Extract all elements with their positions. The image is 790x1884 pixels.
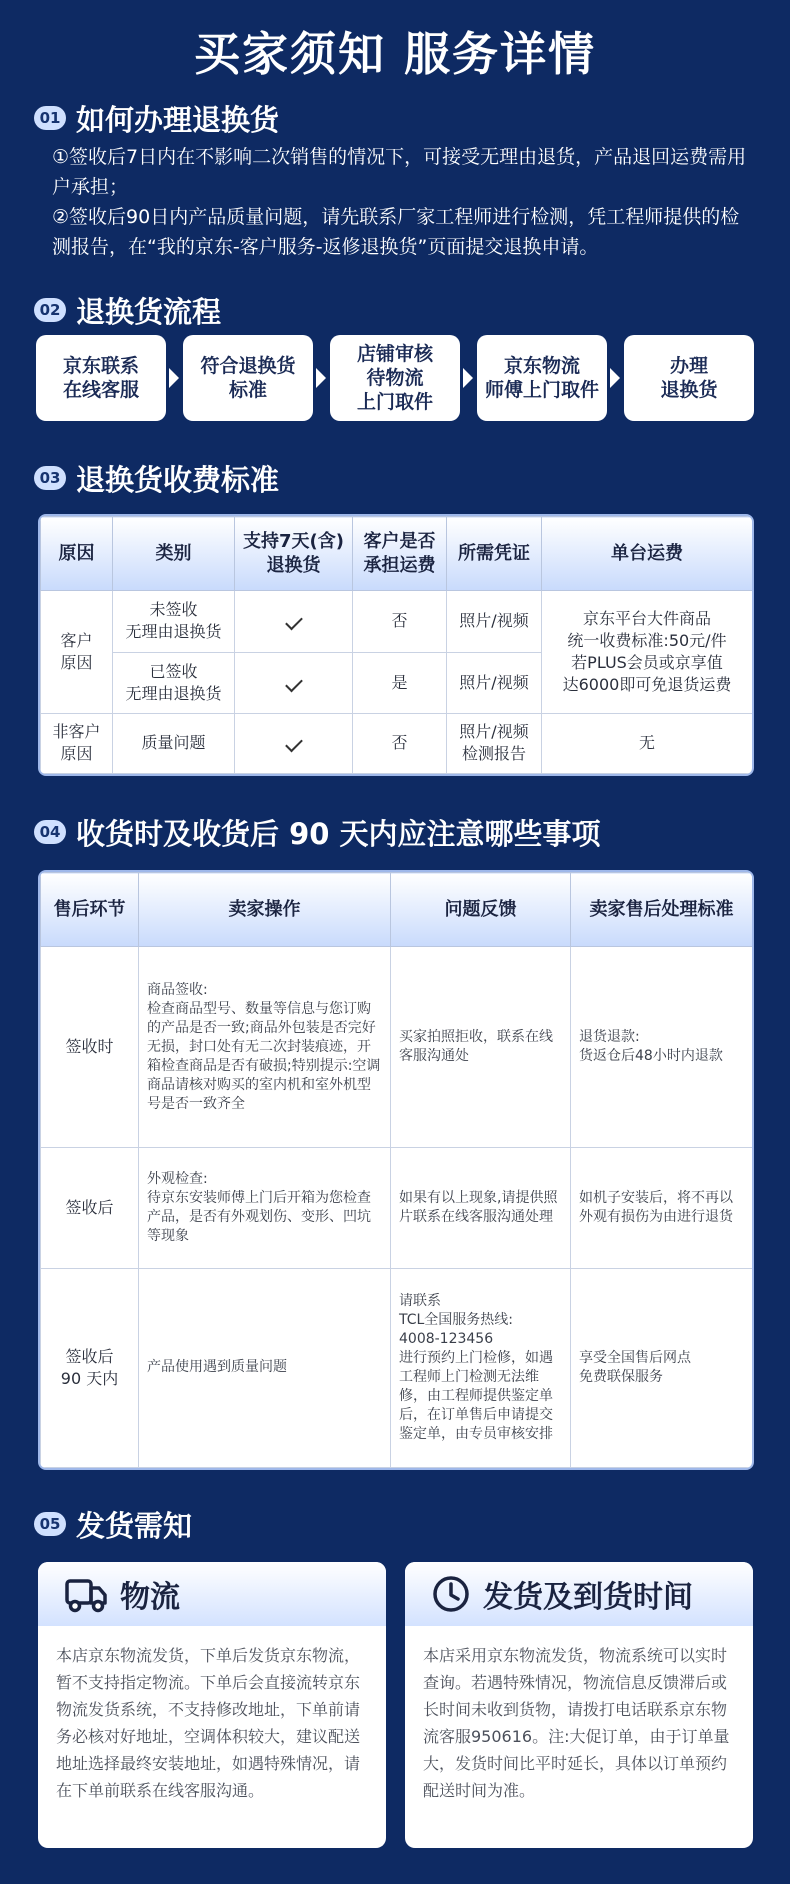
- fee-cell: 京东平台大件商品 统一收费标准:50元/件 若PLUS会员或京享值 达6000即可免退货运费: [542, 591, 753, 713]
- col-header-seller-action: 卖家操作: [139, 873, 391, 947]
- proof-cell: 照片/视频 检测报告: [447, 713, 542, 773]
- flow-arrow-icon: [316, 368, 326, 388]
- fee-table-header: [41, 517, 753, 591]
- flow-step-4: 京东物流 师傅上门取件: [477, 335, 607, 421]
- logistics-card-text: 本店京东物流发货，下单后发货京东物流，暂不支持指定物流。下单后会直接流转京东物流发货系统，不支持修改地址，下单前请务必核对好地址，空调体积较大，建议配送地址选择最终安装地址，如遇特殊情况，请在下单前联系在线客服沟通。: [56, 1646, 361, 1800]
- flow-step-1: 京东联系 在线客服: [36, 335, 166, 421]
- section-2-header: [34, 290, 221, 330]
- table-row: [41, 591, 753, 652]
- section-3-number: 03: [34, 466, 66, 490]
- category-cell: 未签收 无理由退换货: [113, 591, 235, 652]
- section-4-title: 收货时及收货后 90 天内应注意哪些事项: [76, 816, 601, 851]
- standard-cell: 享受全国售后网点 免费联保服务: [571, 1268, 753, 1467]
- return-rule-1: ①签收后7日内在不影响二次销售的情况下，可接受无理由退货，产品退回运费需用户承担；: [52, 146, 747, 198]
- col-header-standard: 卖家售后处理标准: [571, 873, 753, 947]
- reason-cell: 非客户 原因: [41, 713, 113, 773]
- flow-arrow-icon: [169, 368, 179, 388]
- flow-step-5: 办理 退换货: [624, 335, 754, 421]
- table-row: [41, 713, 753, 773]
- page-title: 买家须知 服务详情: [193, 27, 596, 81]
- table-row: [41, 947, 753, 1148]
- col-header-stage: 售后环节: [41, 873, 139, 947]
- clock-icon: [431, 1574, 471, 1614]
- truck-icon: [64, 1574, 108, 1614]
- delivery-time-card: [405, 1562, 753, 1848]
- section-2-number: 02: [34, 298, 66, 322]
- flow-step-3: 店铺审核 待物流 上门取件: [330, 335, 460, 421]
- flow-step-2: 符合退换货 标准: [183, 335, 313, 421]
- section-5-title: 发货需知: [76, 1508, 193, 1543]
- flow-arrow-icon: [463, 368, 473, 388]
- section-3-header: [34, 458, 279, 498]
- shipping-payer-cell: 否: [353, 591, 447, 652]
- stage-cell: 签收时: [41, 947, 139, 1148]
- stage-cell: 签收后: [41, 1148, 139, 1269]
- col-header-7day: 支持7天(含) 退换货: [235, 517, 353, 591]
- proof-cell: 照片/视频: [447, 591, 542, 652]
- col-header-category: 类别: [113, 517, 235, 591]
- section-1-title: 如何办理退换货: [76, 102, 280, 137]
- check-icon: [235, 652, 353, 713]
- action-cell: 产品使用遇到质量问题: [139, 1268, 391, 1467]
- category-cell: 已签收 无理由退换货: [113, 652, 235, 713]
- delivery-time-card-title: 发货及到货时间: [483, 1580, 693, 1615]
- proof-cell: 照片/视频: [447, 652, 542, 713]
- section-5-number: 05: [34, 1512, 66, 1536]
- shipping-payer-cell: 否: [353, 713, 447, 773]
- feedback-cell: 请联系 TCL全国服务热线: 4008-123456 进行预约上门检修，如遇工程师上门检测无法维修，由工程师提供鉴定单后，在订单售后申请提交鉴定单，由专员审核安排: [391, 1268, 571, 1467]
- stage-cell: 签收后 90 天内: [41, 1268, 139, 1467]
- feedback-cell: 买家拍照拒收，联系在线客服沟通处: [391, 947, 571, 1148]
- action-cell: 商品签收: 检查商品型号、数量等信息与您订购的产品是否一致;商品外包装是否完好无损，封口处有无二次封装痕迹，开箱检查商品是否有破损;特别提示:空调商品请核对购买的室内机和室外机型号是否一致齐全: [139, 947, 391, 1148]
- check-icon: [235, 591, 353, 652]
- reason-cell: 客户 原因: [41, 591, 113, 713]
- logistics-card-title: 物流: [120, 1580, 180, 1615]
- section-3-title: 退换货收费标准: [76, 462, 280, 497]
- logistics-card: [38, 1562, 386, 1848]
- category-cell: 质量问题: [113, 713, 235, 773]
- aftersale-table: [38, 870, 754, 1470]
- section-1-header: [34, 98, 279, 138]
- return-instructions: [52, 142, 752, 262]
- section-5-header: [34, 1504, 192, 1544]
- fee-cell: 无: [542, 713, 753, 773]
- aftersale-table-header: [41, 873, 753, 947]
- section-2-title: 退换货流程: [76, 294, 222, 329]
- col-header-proof: 所需凭证: [447, 517, 542, 591]
- delivery-time-card-header: [405, 1562, 753, 1626]
- flow-arrow-icon: [610, 368, 620, 388]
- logistics-card-header: [38, 1562, 386, 1626]
- fee-table: [38, 514, 754, 776]
- section-4-header: [34, 812, 601, 852]
- check-icon: [235, 713, 353, 773]
- col-header-shipping-payer: 客户是否 承担运费: [353, 517, 447, 591]
- col-header-reason: 原因: [41, 517, 113, 591]
- section-1-number: 01: [34, 106, 66, 130]
- standard-cell: 退货退款: 货返仓后48小时内退款: [571, 947, 753, 1148]
- col-header-fee: 单台运费: [542, 517, 753, 591]
- feedback-cell: 如果有以上现象,请提供照片联系在线客服沟通处理: [391, 1148, 571, 1269]
- action-cell: 外观检查: 待京东安装师傅上门后开箱为您检查产品，是否有外观划伤、变形、凹坑等现象: [139, 1148, 391, 1269]
- section-4-number: 04: [34, 820, 66, 844]
- standard-cell: 如机子安装后，将不再以外观有损伤为由进行退货: [571, 1148, 753, 1269]
- delivery-time-card-text: 本店采用京东物流发货，物流系统可以实时查询。若遇特殊情况，物流信息反馈滞后或长时间未收到货物，请拨打电话联系京东物流客服950616。注:大促订单，由于订单量大，发货时间比平时延长，具体以订单预约配送时间为准。: [423, 1646, 730, 1800]
- shipping-payer-cell: 是: [353, 652, 447, 713]
- table-row: [41, 1268, 753, 1467]
- return-rule-2: ②签收后90日内产品质量问题，请先联系厂家工程师进行检测，凭工程师提供的检测报告，在“我的京东-客户服务-返修退换货”页面提交退换申请。: [52, 206, 740, 258]
- return-flow: [36, 335, 756, 421]
- table-row: [41, 1148, 753, 1269]
- col-header-feedback: 问题反馈: [391, 873, 571, 947]
